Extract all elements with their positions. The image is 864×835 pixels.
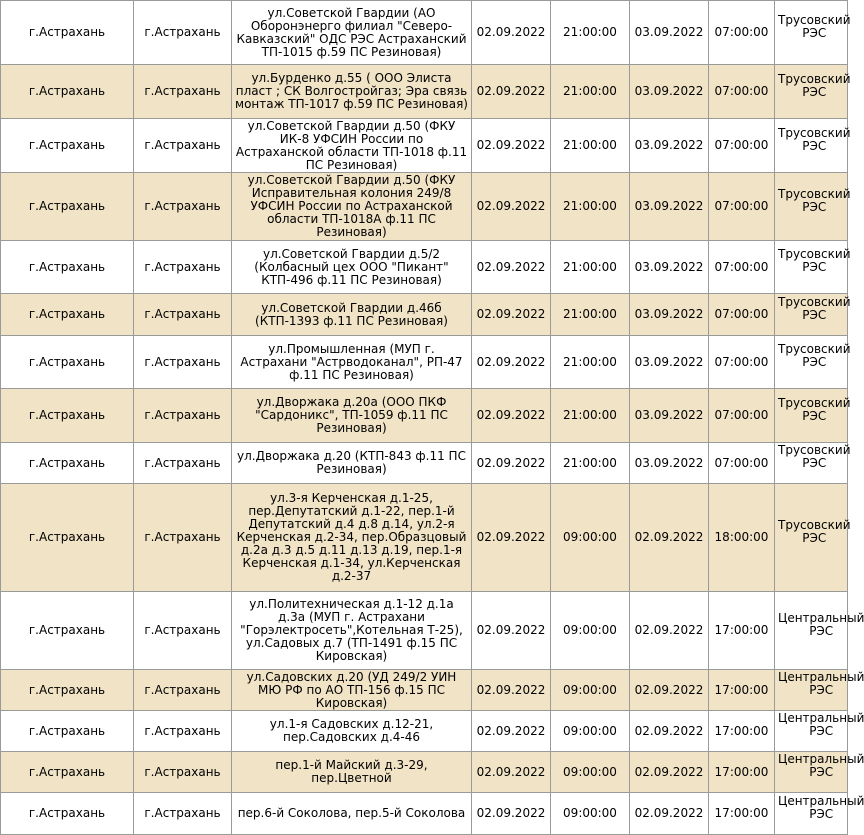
district-label: Центральный РЭС (778, 610, 864, 638)
city-cell: г.Астрахань (1, 65, 134, 119)
end-time-cell: 17:00:00 (709, 793, 775, 835)
address-cell: ул.Политехническая д.1-12 д.1а д.3а (МУП г. Астрахани "Горэлектросеть",Котельная Т-25), ул.Садовых д.7 (ТП-1491 ф.15 ПС Кировская) (232, 592, 472, 670)
locality-cell: г.Астрахань (134, 119, 232, 173)
end-date-cell: 03.09.2022 (630, 119, 709, 173)
start-date-cell: 02.09.2022 (472, 389, 551, 443)
address-cell: ул.Промышленная (МУП г. Астрахани "Астрводоканал", РП-47 ф.11 ПС Резиновая) (232, 336, 472, 389)
district-cell (775, 711, 864, 752)
table-row (1, 65, 848, 119)
end-time-cell: 07:00:00 (709, 65, 775, 119)
district-cell (775, 1, 851, 65)
district-cell (775, 241, 851, 294)
table-row (1, 752, 848, 793)
district-cell (775, 336, 851, 389)
start-date-cell: 02.09.2022 (472, 752, 551, 793)
end-date-cell: 03.09.2022 (630, 65, 709, 119)
address-cell: ул.1-я Садовских д.12-21, пер.Садовских д.4-46 (232, 711, 472, 752)
start-time-cell: 09:00:00 (551, 752, 630, 793)
city-cell: г.Астрахань (1, 241, 134, 294)
start-time-cell: 21:00:00 (551, 336, 630, 389)
locality-cell: г.Астрахань (134, 592, 232, 670)
district-label: Трусовский РЭС (778, 342, 851, 369)
district-label: Центральный РЭС (778, 711, 864, 738)
start-date-cell: 02.09.2022 (472, 336, 551, 389)
city-cell: г.Астрахань (1, 173, 134, 241)
city-cell: г.Астрахань (1, 484, 134, 592)
district-cell (775, 173, 851, 241)
table-row (1, 670, 848, 711)
district-label: Трусовский РЭС (778, 443, 851, 470)
start-time-cell: 21:00:00 (551, 241, 630, 294)
district-cell (775, 443, 851, 484)
table-row (1, 443, 848, 484)
end-time-cell: 07:00:00 (709, 173, 775, 241)
start-time-cell: 09:00:00 (551, 670, 630, 711)
city-cell: г.Астрахань (1, 389, 134, 443)
address-cell: ул.Советской Гвардии (АО Оборонэнерго филиал "Северо-Кавказский" ОДС РЭС Астраханский ТП-1015 ф.59 ПС Резиновая) (232, 1, 472, 65)
locality-cell: г.Астрахань (134, 670, 232, 711)
start-date-cell: 02.09.2022 (472, 670, 551, 711)
start-date-cell: 02.09.2022 (472, 592, 551, 670)
start-time-cell: 09:00:00 (551, 793, 630, 835)
locality-cell: г.Астрахань (134, 752, 232, 793)
address-cell: ул.Советской Гвардии д.5/2 (Колбасный цех ООО "Пикант" КТП-496 ф.11 ПС Резиновая) (232, 241, 472, 294)
end-time-cell: 07:00:00 (709, 389, 775, 443)
end-time-cell: 17:00:00 (709, 670, 775, 711)
district-label: Трусовский РЭС (778, 517, 851, 545)
end-date-cell: 02.09.2022 (630, 711, 709, 752)
address-cell: ул.3-я Керченская д.1-25, пер.Депутатский д.1-22, пер.1-й Депутатский д.4 д.8 д.14, ул.2-я Керченская д.2-34, пер.Образцовый д.2а д.3 д.5 д.11 д.13 д.19, пер.1-я Керченская д.1-34, ул.Керченская д.2-37 (232, 484, 472, 592)
district-label: Центральный РЭС (778, 752, 864, 779)
end-date-cell: 02.09.2022 (630, 592, 709, 670)
city-cell: г.Астрахань (1, 1, 134, 65)
end-time-cell: 07:00:00 (709, 336, 775, 389)
city-cell: г.Астрахань (1, 294, 134, 336)
table-row (1, 241, 848, 294)
start-date-cell: 02.09.2022 (472, 484, 551, 592)
district-cell (775, 793, 864, 835)
district-label: Трусовский РЭС (778, 125, 851, 153)
table-row (1, 793, 848, 835)
table-row (1, 173, 848, 241)
address-cell: ул.Советской Гвардии д.46б (КТП-1393 ф.11 ПС Резиновая) (232, 294, 472, 336)
city-cell: г.Астрахань (1, 336, 134, 389)
address-cell: ул.Советской Гвардии д.50 (ФКУ ИК-8 УФСИН России по Астраханской области ТП-1018 ф.11 ПС Резиновая) (232, 119, 472, 173)
city-cell: г.Астрахань (1, 793, 134, 835)
end-date-cell: 02.09.2022 (630, 752, 709, 793)
district-cell (775, 592, 864, 670)
end-time-cell: 17:00:00 (709, 752, 775, 793)
start-date-cell: 02.09.2022 (472, 294, 551, 336)
end-time-cell: 07:00:00 (709, 241, 775, 294)
start-time-cell: 21:00:00 (551, 389, 630, 443)
district-cell (775, 389, 851, 443)
district-cell (775, 65, 851, 119)
start-time-cell: 21:00:00 (551, 294, 630, 336)
table-row (1, 484, 848, 592)
end-date-cell: 03.09.2022 (630, 173, 709, 241)
end-time-cell: 07:00:00 (709, 294, 775, 336)
locality-cell: г.Астрахань (134, 173, 232, 241)
start-time-cell: 21:00:00 (551, 173, 630, 241)
locality-cell: г.Астрахань (134, 65, 232, 119)
city-cell: г.Астрахань (1, 752, 134, 793)
end-date-cell: 03.09.2022 (630, 336, 709, 389)
start-time-cell: 21:00:00 (551, 119, 630, 173)
start-date-cell: 02.09.2022 (472, 241, 551, 294)
locality-cell: г.Астрахань (134, 711, 232, 752)
district-cell (775, 752, 864, 793)
district-label: Трусовский РЭС (778, 71, 851, 99)
locality-cell: г.Астрахань (134, 443, 232, 484)
address-cell: пер.6-й Соколова, пер.5-й Соколова (232, 793, 472, 835)
end-date-cell: 03.09.2022 (630, 1, 709, 65)
end-time-cell: 07:00:00 (709, 1, 775, 65)
end-time-cell: 17:00:00 (709, 711, 775, 752)
start-time-cell: 09:00:00 (551, 711, 630, 752)
end-time-cell: 07:00:00 (709, 443, 775, 484)
locality-cell: г.Астрахань (134, 241, 232, 294)
city-cell: г.Астрахань (1, 670, 134, 711)
table-row (1, 389, 848, 443)
end-date-cell: 02.09.2022 (630, 484, 709, 592)
locality-cell: г.Астрахань (134, 793, 232, 835)
locality-cell: г.Астрахань (134, 484, 232, 592)
district-cell (775, 484, 851, 592)
city-cell: г.Астрахань (1, 119, 134, 173)
district-label: Трусовский РЭС (778, 186, 851, 214)
table-row (1, 711, 848, 752)
end-date-cell: 03.09.2022 (630, 294, 709, 336)
city-cell: г.Астрахань (1, 711, 134, 752)
address-cell: пер.1-й Майский д.3-29, пер.Цветной (232, 752, 472, 793)
table-row (1, 592, 848, 670)
district-label: Трусовский РЭС (778, 247, 851, 274)
start-date-cell: 02.09.2022 (472, 173, 551, 241)
address-cell: ул.Дворжака д.20 (КТП-843 ф.11 ПС Резиновая) (232, 443, 472, 484)
address-cell: ул.Советской Гвардии д.50 (ФКУ Исправительная колония 249/8 УФСИН России по Астраханской области ТП-1018А ф.11 ПС Резиновая) (232, 173, 472, 241)
start-date-cell: 02.09.2022 (472, 711, 551, 752)
start-time-cell: 21:00:00 (551, 1, 630, 65)
locality-cell: г.Астрахань (134, 1, 232, 65)
outage-table-body (1, 1, 864, 835)
city-cell: г.Астрахань (1, 592, 134, 670)
end-time-cell: 18:00:00 (709, 484, 775, 592)
locality-cell: г.Астрахань (134, 389, 232, 443)
district-label: Центральный РЭС (778, 670, 864, 697)
district-cell (775, 670, 864, 711)
address-cell: ул.Дворжака д.20а (ООО ПКФ "Сардоникс", ТП-1059 ф.11 ПС Резиновая) (232, 389, 472, 443)
table-row (1, 1, 848, 65)
address-cell: ул.Бурденко д.55 ( ООО Элиста пласт ; СК Волгострoйгаз; Эра связь монтаж ТП-1017 ф.59 ПС Резиновая) (232, 65, 472, 119)
end-time-cell: 07:00:00 (709, 119, 775, 173)
district-cell (775, 294, 851, 336)
district-label: Трусовский РЭС (778, 395, 851, 423)
table-row (1, 294, 848, 336)
end-date-cell: 02.09.2022 (630, 793, 709, 835)
start-time-cell: 09:00:00 (551, 484, 630, 592)
start-time-cell: 21:00:00 (551, 443, 630, 484)
start-time-cell: 21:00:00 (551, 65, 630, 119)
start-time-cell: 09:00:00 (551, 592, 630, 670)
start-date-cell: 02.09.2022 (472, 1, 551, 65)
city-cell: г.Астрахань (1, 443, 134, 484)
district-label: Центральный РЭС (778, 793, 864, 821)
locality-cell: г.Астрахань (134, 294, 232, 336)
locality-cell: г.Астрахань (134, 336, 232, 389)
start-date-cell: 02.09.2022 (472, 793, 551, 835)
start-date-cell: 02.09.2022 (472, 119, 551, 173)
end-date-cell: 03.09.2022 (630, 443, 709, 484)
end-date-cell: 02.09.2022 (630, 670, 709, 711)
start-date-cell: 02.09.2022 (472, 443, 551, 484)
start-date-cell: 02.09.2022 (472, 65, 551, 119)
end-date-cell: 03.09.2022 (630, 241, 709, 294)
table-row (1, 119, 848, 173)
district-label: Трусовский РЭС (778, 12, 851, 40)
end-date-cell: 03.09.2022 (630, 389, 709, 443)
district-cell (775, 119, 851, 173)
table-row (1, 336, 848, 389)
address-cell: ул.Садовских д.20 (УД 249/2 УИН МЮ РФ по АО ТП-156 ф.15 ПС Кировская) (232, 670, 472, 711)
district-label: Трусовский РЭС (778, 294, 851, 322)
end-time-cell: 17:00:00 (709, 592, 775, 670)
